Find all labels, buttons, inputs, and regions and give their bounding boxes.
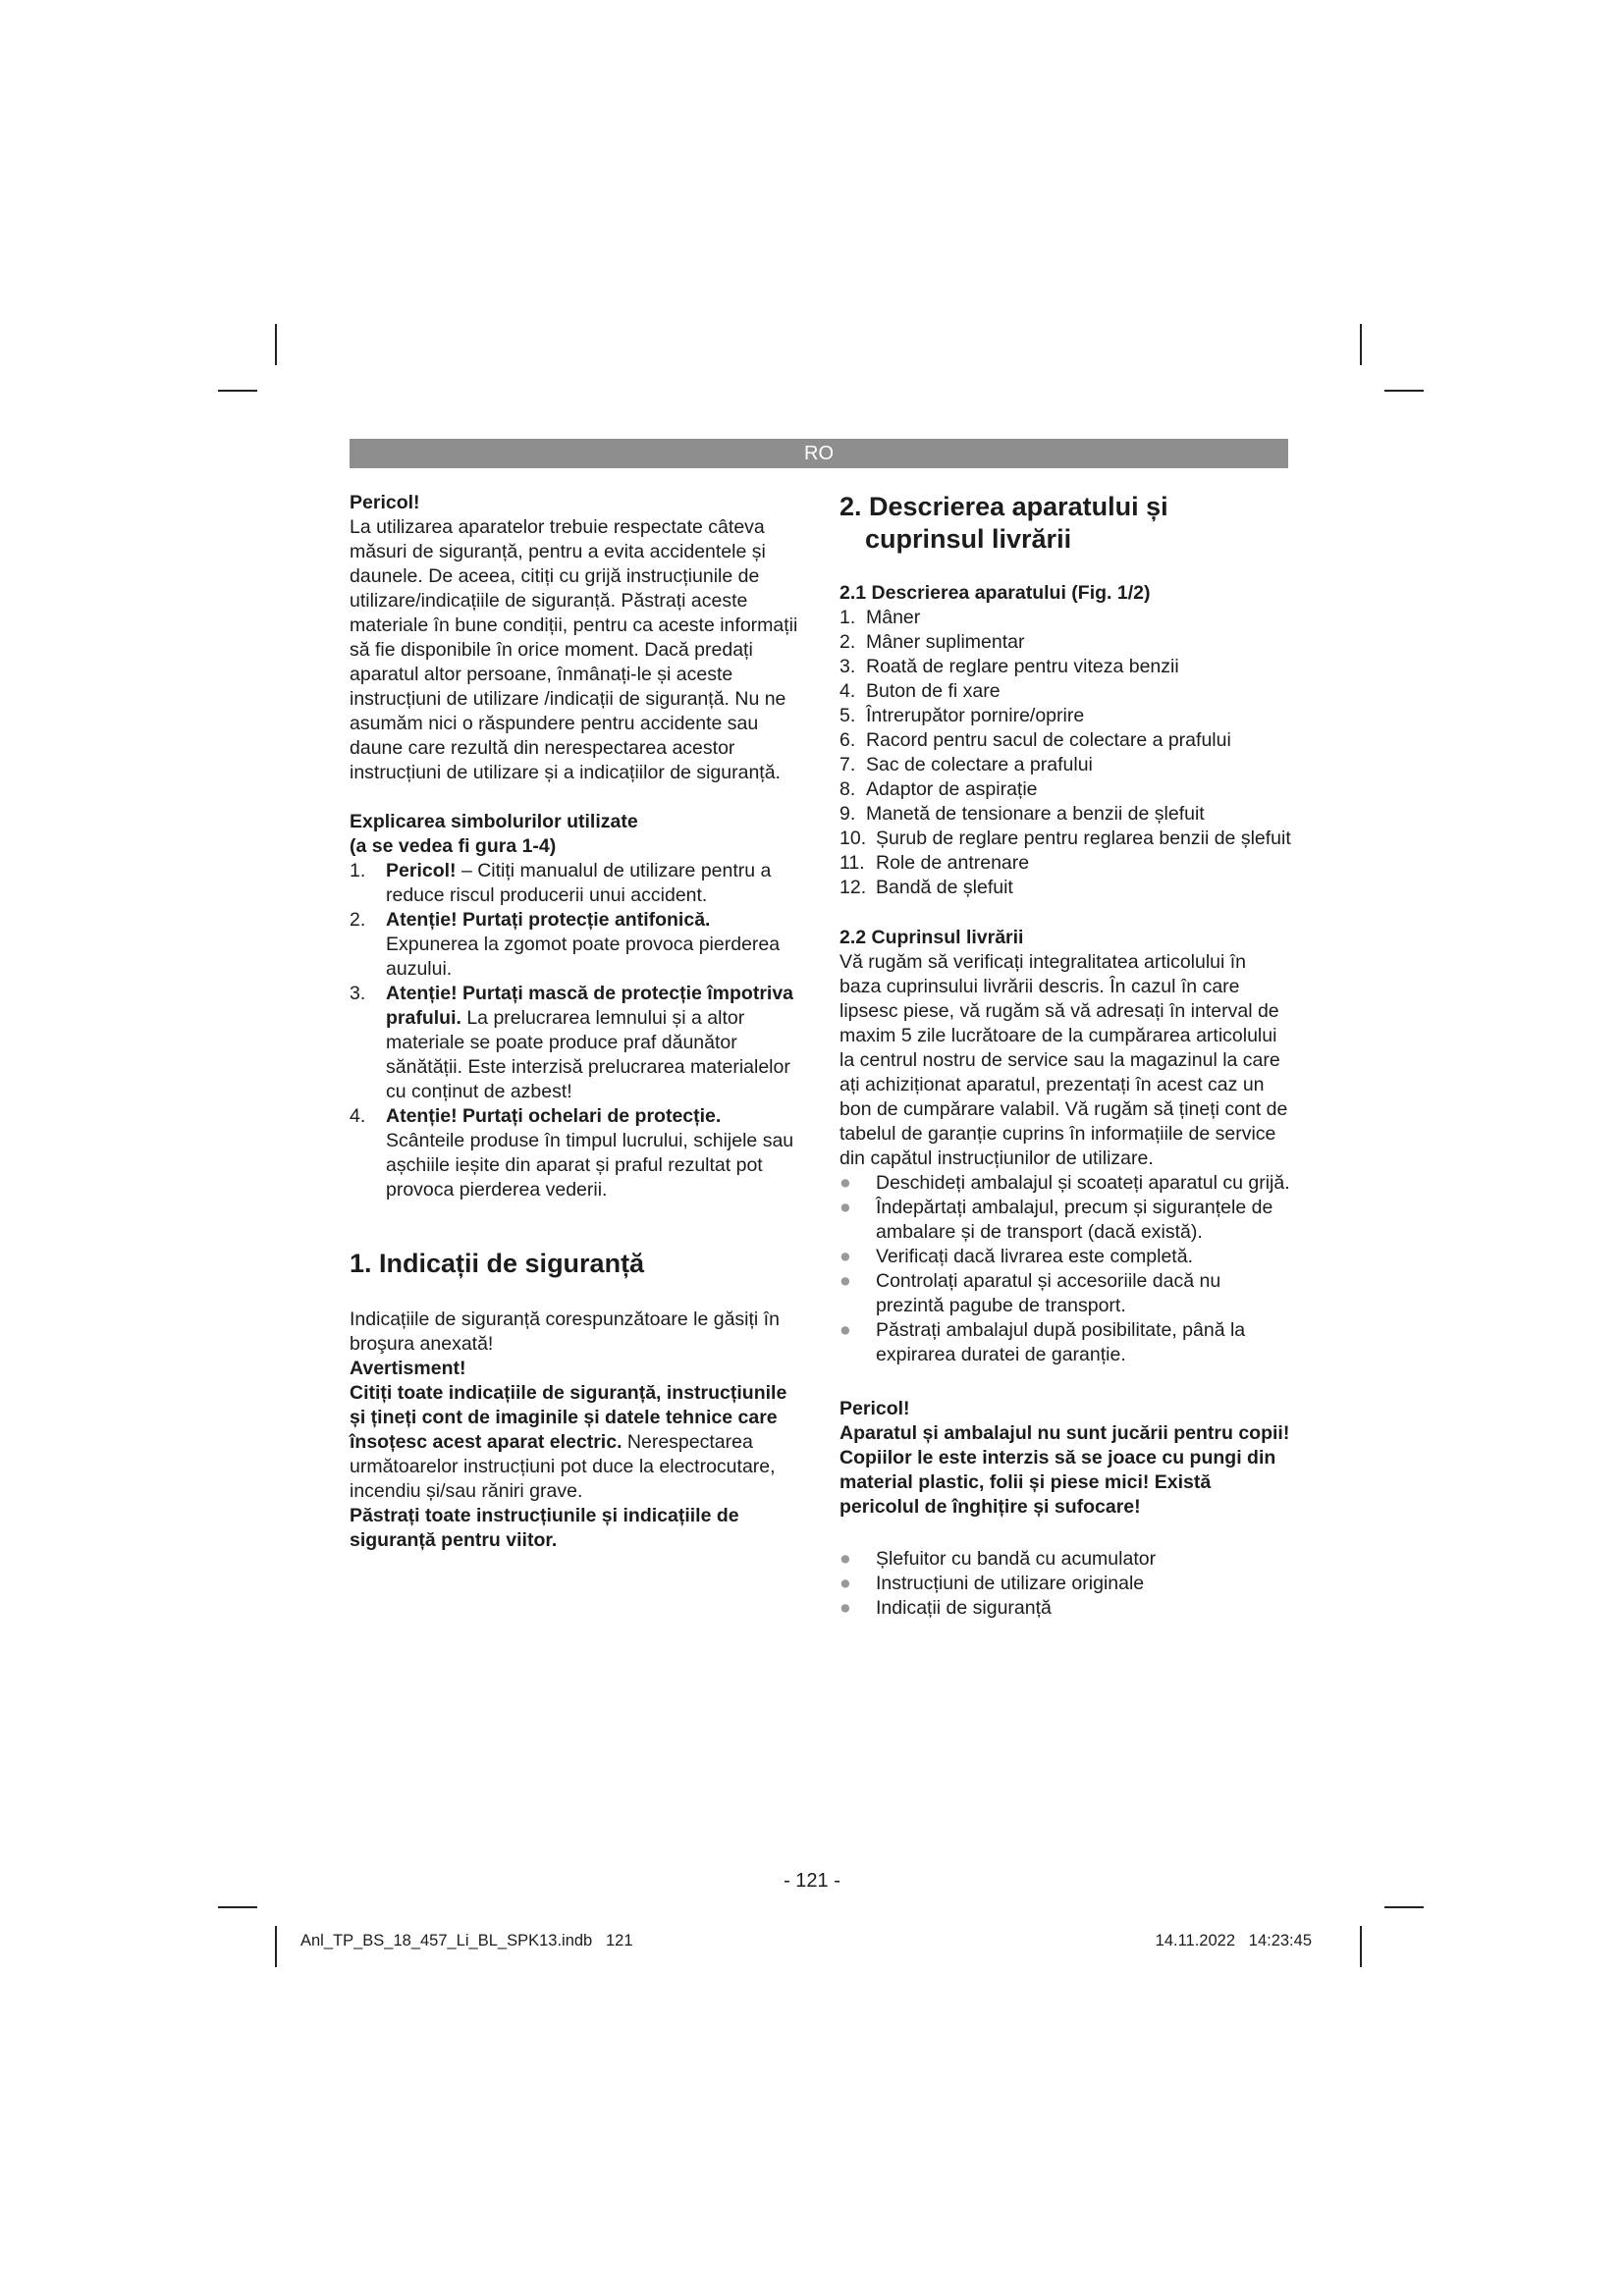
symbol-text: Scânteile produse în timpul lucrului, schijele sau așchiile ieșite din aparat și praful rezultat pot provoca pierderea vederii.	[386, 1130, 794, 1201]
language-code: RO	[804, 443, 834, 464]
parts-list	[839, 606, 1291, 900]
file-name-slug: Anl_TP_BS_18_457_Li_BL_SPK13.indb 121	[300, 1932, 633, 1949]
crop-mark-top-right-horizontal	[1384, 390, 1424, 392]
subsection-2-1-title: 2.1 Descrierea aparatului (Fig. 1/2)	[839, 582, 1151, 604]
item-number: 4.	[350, 1105, 366, 1127]
part-item	[839, 802, 1291, 827]
part-item	[839, 630, 1291, 655]
part-label: Role de antrenare	[876, 852, 1030, 874]
part-label: Șurub de reglare pentru reglarea benzii de șlefuit	[876, 828, 1291, 849]
page-number: - 121 -	[784, 1870, 840, 1892]
warning-bold-text: Citiți toate indicațiile de siguranță, instrucțiunile și țineți cont de imaginile și datele tehnice care însoțesc acest aparat electric.	[350, 1382, 787, 1453]
checklist-item	[839, 1171, 1291, 1196]
part-label: Buton de fi xare	[866, 680, 1001, 702]
item-number: 6.	[839, 729, 856, 751]
bullet-icon: ●	[839, 1270, 851, 1292]
part-item	[839, 606, 1291, 630]
warning-heading: Avertisment!	[350, 1358, 466, 1379]
part-label: Manetă de tensionare a benzii de șlefuit	[866, 803, 1205, 825]
checklist-text: Deschideți ambalajul și scoateți aparatul cu grijă.	[876, 1172, 1290, 1194]
language-header-bar	[350, 439, 1288, 468]
part-label: Bandă de șlefuit	[876, 877, 1013, 898]
symbol-title: Atenție! Purtați mască de protecție împotriva prafului.	[386, 983, 794, 1029]
symbols-subheading: (a se vedea fi gura 1-4)	[350, 835, 557, 857]
symbol-text: Expunerea la zgomot poate provoca pierderea auzului.	[386, 934, 781, 980]
item-number: 5.	[839, 705, 856, 726]
danger-bold-paragraph: Aparatul și ambalajul nu sunt jucării pentru copii! Copiilor le este interzis să se joace cu pungi din material plastic, folii și piese mici! Există pericolul de înghițire și sufocare!	[839, 1422, 1290, 1518]
warning-text: Nerespectarea următoarelor instrucțiuni pot duce la electrocutare, incendiu și/sau răniri grave.	[350, 1431, 776, 1502]
bullet-icon: ●	[839, 1548, 851, 1570]
item-number: 2.	[350, 909, 366, 931]
crop-mark-bottom-right-horizontal	[1384, 1906, 1424, 1908]
part-label: Întrerupător pornire/oprire	[866, 705, 1085, 726]
section-2-title: 2. Descrierea aparatului și cuprinsul livrării	[839, 492, 1168, 554]
bullet-icon: ●	[839, 1597, 851, 1619]
item-number: 4.	[839, 680, 856, 702]
bullet-icon: ●	[839, 1319, 851, 1341]
bullet-icon: ●	[839, 1246, 851, 1267]
symbol-item	[350, 908, 803, 982]
danger-heading-right: Pericol!	[839, 1398, 910, 1419]
crop-mark-bottom-left-horizontal	[218, 1906, 257, 1908]
checklist-text: Controlați aparatul și accesoriile dacă nu prezintă pagube de transport.	[876, 1270, 1221, 1316]
danger-paragraph: La utilizarea aparatelor trebuie respectate câteva măsuri de siguranță, pentru a evita accidentele și daunele. De aceea, citiți cu grijă instrucțiunile de utilizare/indicațiile de siguranță. Păstrați aceste materiale în bune condiții, pentru ca aceste informații să fie disponibile în orice moment. Dacă predați aparatul altor persoane, înmânați-le și aceste instrucțiuni de utilizare /indicații de siguranță. Nu ne asumăm nici o răspundere pentru accidente sau daune care rezultă din nerespectarea acestor instrucțiuni de utilizare și a indicațiilor de siguranță.	[350, 516, 798, 783]
symbols-list	[350, 859, 803, 1202]
symbol-item	[350, 859, 803, 908]
part-label: Adaptor de aspirație	[866, 778, 1038, 800]
item-number: 9.	[839, 803, 856, 825]
section-1-intro: Indicațiile de siguranță corespunzătoare le găsiți în broşura anexată!	[350, 1308, 780, 1355]
left-column	[350, 491, 803, 1553]
symbols-heading: Explicarea simbolurilor utilizate	[350, 811, 638, 832]
symbol-item	[350, 1104, 803, 1202]
item-number: 12.	[839, 877, 867, 898]
contents-item	[839, 1596, 1291, 1621]
bullet-icon: ●	[839, 1172, 851, 1194]
part-label: Mâner	[866, 607, 921, 628]
checklist-item	[839, 1318, 1291, 1367]
part-label: Racord pentru sacul de colectare a prafului	[866, 729, 1231, 751]
item-number: 3.	[350, 983, 366, 1004]
symbol-title: Atenție! Purtați ochelari de protecție.	[386, 1105, 722, 1127]
item-number: 3.	[839, 656, 856, 677]
contents-text: Instrucțiuni de utilizare originale	[876, 1573, 1145, 1594]
symbol-item	[350, 982, 803, 1104]
item-number: 7.	[839, 754, 856, 775]
warning-paragraph	[350, 1381, 803, 1504]
part-item	[839, 753, 1291, 777]
subsection-2-2-paragraph: Vă rugăm să verificați integralitatea articolului în baza cuprinsului livrării descris. În cazul în care lipsesc piese, vă rugăm să vă adresați în interval de maxim 5 zile lucrătoare de la cumpărarea articolului la centrul nostru de service sau la magazinul la care ați achiziționat aparatul, prezentați în acest caz un bon de cumpărare valabil. Vă rugăm să țineți cont de tabelul de garanție cuprins în informațiile de service din capătul instrucțiunilor de utilizare.	[839, 951, 1288, 1169]
symbol-text: – Citiți manualul de utilizare pentru a reduce riscul producerii unui accident.	[386, 860, 772, 906]
item-number: 1.	[839, 607, 856, 628]
contents-item	[839, 1572, 1291, 1596]
subsection-2-2-title: 2.2 Cuprinsul livrării	[839, 927, 1024, 948]
checklist-item	[839, 1196, 1291, 1245]
bullet-icon: ●	[839, 1197, 851, 1218]
part-item	[839, 851, 1291, 876]
checklist-item	[839, 1245, 1291, 1269]
part-label: Roată de reglare pentru viteza benzii	[866, 656, 1179, 677]
checklist-text: Îndepărtați ambalajul, precum și siguranțele de ambalare și de transport (dacă există).	[876, 1197, 1273, 1243]
item-number: 11.	[839, 852, 865, 874]
crop-mark-bottom-left-vertical	[275, 1926, 277, 1967]
part-item	[839, 876, 1291, 900]
item-number: 2.	[839, 631, 856, 653]
timestamp-slug: 14.11.2022 14:23:45	[1155, 1932, 1312, 1949]
part-item	[839, 655, 1291, 679]
checklist-text: Verificați dacă livrarea este completă.	[876, 1246, 1193, 1267]
item-number: 1.	[350, 860, 366, 881]
section-1-title: 1. Indicații de siguranță	[350, 1249, 645, 1278]
checklist-item	[839, 1269, 1291, 1318]
symbol-title: Atenție! Purtați protecție antifonică.	[386, 909, 711, 931]
danger-heading: Pericol!	[350, 492, 420, 513]
unpacking-checklist	[839, 1171, 1291, 1367]
part-item	[839, 679, 1291, 704]
part-item	[839, 827, 1291, 851]
item-number: 10.	[839, 828, 867, 849]
symbol-title: Pericol!	[386, 860, 457, 881]
part-item	[839, 728, 1291, 753]
contents-item	[839, 1547, 1291, 1572]
bullet-icon: ●	[839, 1573, 851, 1594]
right-column	[839, 491, 1291, 1621]
part-label: Sac de colectare a prafului	[866, 754, 1093, 775]
item-number: 8.	[839, 778, 856, 800]
crop-mark-bottom-right-vertical	[1360, 1926, 1362, 1967]
part-item	[839, 777, 1291, 802]
crop-mark-top-right-vertical	[1360, 324, 1362, 365]
checklist-text: Păstrați ambalajul după posibilitate, până la expirarea duratei de garanție.	[876, 1319, 1246, 1365]
crop-mark-top-left-horizontal	[218, 390, 257, 392]
contents-text: Șlefuitor cu bandă cu acumulator	[876, 1548, 1157, 1570]
keep-instructions-text: Păstrați toate instrucțiunile și indicațiile de siguranță pentru viitor.	[350, 1505, 739, 1551]
part-label: Mâner suplimentar	[866, 631, 1025, 653]
contents-text: Indicații de siguranță	[876, 1597, 1052, 1619]
crop-mark-top-left-vertical	[275, 324, 277, 365]
delivery-contents-list	[839, 1547, 1291, 1621]
part-item	[839, 704, 1291, 728]
symbol-text: La prelucrarea lemnului și a altor materiale se poate produce praf dăunător sănătății. Este interzisă prelucrarea materialelor cu conținut de azbest!	[386, 1007, 790, 1102]
